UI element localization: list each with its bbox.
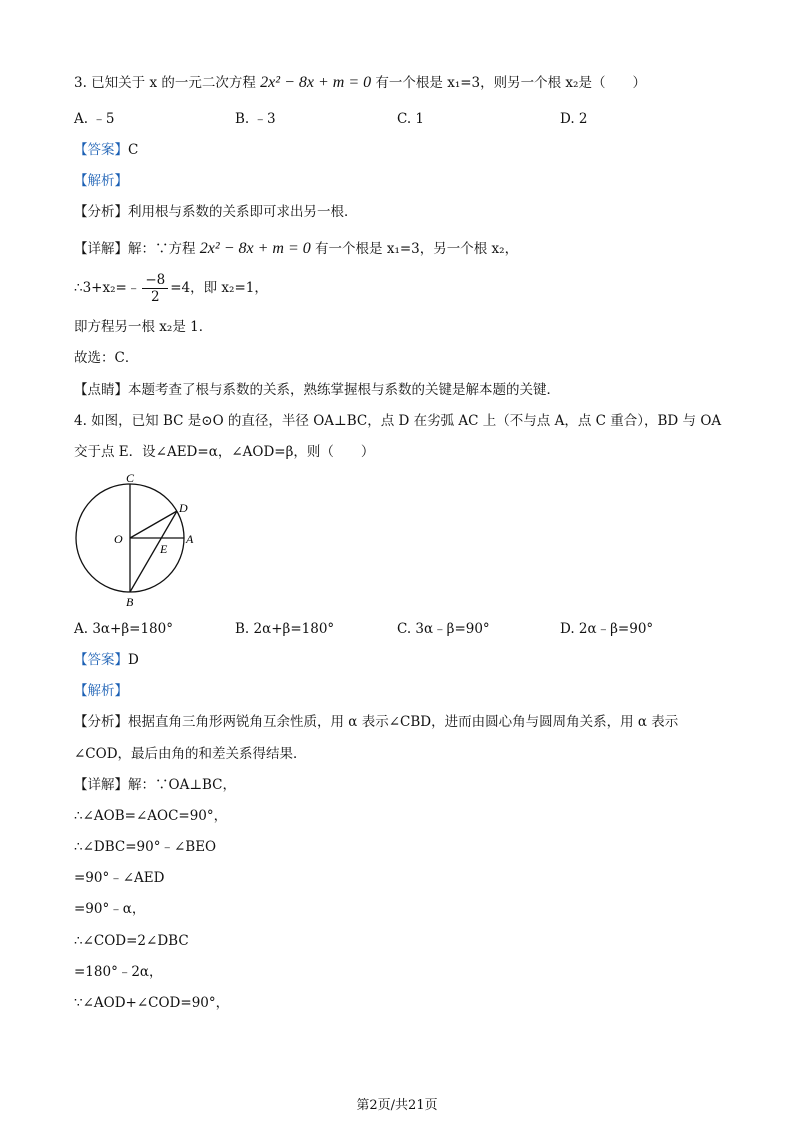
q3-step3: 故选：C． (74, 350, 139, 366)
q4-stem-line1: 4. 如图，已知 BC 是⊙O 的直径，半径 OA⊥BC，点 D 在劣弧 AC 上（不与点 A，点 C 重合），BD 与 OA (74, 413, 722, 429)
q3-step1-fraction (142, 272, 168, 305)
q3-option-c: C. 1 (397, 111, 425, 127)
q4-step: =90°﹣α， (74, 901, 146, 917)
q4-step: ∵∠AOD+∠COD=90°， (74, 995, 230, 1011)
q3-option-a: A. ﹣5 (74, 111, 115, 127)
q4-step: ∴∠AOB=∠AOC=90°， (74, 808, 228, 824)
q4-answer (74, 651, 139, 669)
q3-answer-value: C (128, 142, 139, 158)
q4-option-b: B. 2α+β=180° (235, 621, 335, 637)
q3-fenxi-text: 利用根与系数的关系即可求出另一根． (128, 204, 358, 220)
q3-step1-numerator: −8 (142, 272, 168, 289)
q4-option-a: A. 3α+β=180° (74, 621, 173, 637)
q4-step: =180°﹣2α， (74, 964, 163, 980)
q4-analysis-heading (74, 682, 128, 700)
q4-step: ∴∠DBC=90°﹣∠BEO (74, 839, 217, 855)
q4-detail-text: 解：∵OA⊥BC， (128, 777, 237, 793)
label-d: D (179, 501, 188, 515)
q4-detail-tag: 【详解】 (74, 777, 128, 793)
page-footer: 第2页/共21页 (356, 1098, 438, 1113)
label-c: C (126, 471, 135, 485)
q4-option-d: D. 2α﹣β=90° (560, 621, 654, 637)
q3-fenxi (74, 203, 358, 221)
q4-stem-line2: 交于点 E．设∠AED=α，∠AOD=β，则（ ） (74, 444, 375, 460)
segment-od (130, 511, 177, 538)
q3-stem-a: 3. 已知关于 x 的一元二次方程 (74, 75, 256, 91)
q3-option-b: B. ﹣3 (235, 111, 276, 127)
q3-stem-b: 有一个根是 x₁=3，则另一个根 x₂是（ ） (375, 75, 646, 91)
q3-answer (74, 141, 138, 159)
q4-answer-tag: 【答案】 (74, 652, 128, 668)
q3-detail-tag: 【详解】 (74, 241, 128, 257)
segment-bd (130, 511, 177, 592)
q3-stem (74, 74, 646, 92)
q4-option-c: C. 3α﹣β=90° (397, 621, 490, 637)
q3-comment-tag: 【点睛】 (74, 382, 128, 398)
q3-analysis-tag: 【解析】 (74, 173, 128, 189)
q3-detail-equation: 2x² − 8x + m = 0 (199, 240, 311, 257)
q3-comment (74, 381, 560, 399)
q4-answer-value: D (128, 652, 139, 668)
label-a: A (186, 532, 194, 546)
q4-step: =90°﹣∠AED (74, 870, 165, 886)
q3-step1-denominator: 2 (150, 289, 160, 305)
q3-detail-a: 解：∵方程 (128, 241, 196, 257)
q4-step: ∴∠COD=2∠DBC (74, 933, 189, 949)
label-b: B (126, 595, 134, 609)
q4-detail (74, 776, 236, 794)
q3-analysis-heading (74, 172, 128, 190)
label-e: E (160, 542, 168, 556)
q3-comment-text: 本题考查了根与系数的关系，熟练掌握根与系数的关键是解本题的关键． (128, 382, 560, 398)
q3-fenxi-tag: 【分析】 (74, 204, 128, 220)
circle-figure (72, 470, 212, 610)
q4-analysis-tag: 【解析】 (74, 683, 128, 699)
q3-step2: 即方程另一根 x₂是 1． (74, 319, 213, 335)
q3-step1-a: ∴3+x₂=﹣ (74, 280, 141, 296)
q3-step1 (74, 272, 268, 305)
q3-option-d: D. 2 (560, 111, 588, 127)
label-o: O (114, 532, 123, 546)
q4-fenxi-line2: ∠COD，最后由角的和差关系得结果． (74, 746, 307, 762)
q4-fenxi-text1: 根据直角三角形两锐角互余性质，用 α 表示∠CBD，进而由圆心角与圆周角关系，用 α 表示 (128, 714, 679, 730)
q4-fenxi-line1 (74, 713, 678, 731)
q3-equation: 2x² − 8x + m = 0 (260, 74, 372, 91)
q3-answer-tag: 【答案】 (74, 142, 128, 158)
q3-detail-b: 有一个根是 x₁=3，另一个根 x₂， (315, 241, 519, 257)
q3-step1-b: =4，即 x₂=1， (170, 280, 268, 296)
q4-fenxi-tag: 【分析】 (74, 714, 128, 730)
q3-detail (74, 240, 518, 258)
